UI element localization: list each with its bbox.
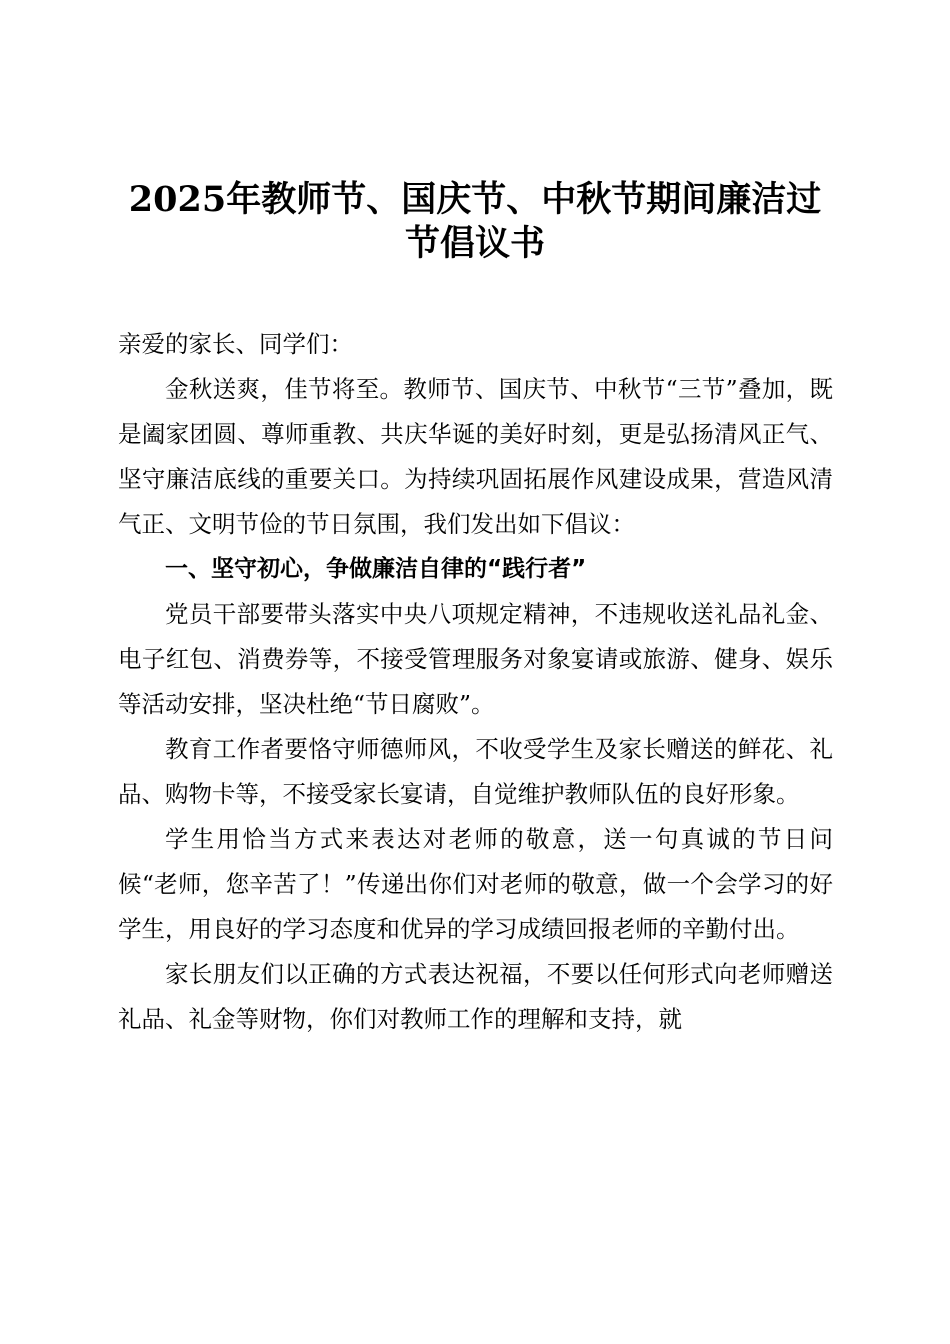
title-line-2: 节倡议书: [404, 223, 545, 264]
document-body: [118, 322, 833, 1042]
section-heading-1: 一、坚守初心，争做廉洁自律的“践行者”: [165, 556, 587, 582]
paragraph-students: 学生用恰当方式来表达对老师的敬意，送一句真诚的节日问候“老师，您辛苦了！”传递出你们对老师的敬意，做一个会学习的好学生，用良好的学习态度和优异的学习成绩回报老师的辛勤付出。: [118, 825, 833, 943]
intro-paragraph: 金秋送爽，佳节将至。教师节、国庆节、中秋节“三节”叠加，既是阖家团圆、尊师重教、共庆华诞的美好时刻，更是弘扬清风正气、坚守廉洁底线的重要关口。为持续巩固拓展作风建设成果，营造风清气正、文明节俭的节日氛围，我们发出如下倡议：: [118, 375, 833, 538]
document-title: [100, 178, 850, 266]
salutation: 亲爱的家长、同学们：: [118, 330, 353, 358]
title-line-1: 2025年教师节、国庆节、中秋节期间廉洁过: [128, 179, 822, 220]
paragraph-parents: 家长朋友们以正确的方式表达祝福，不要以任何形式向老师赠送礼品、礼金等财物，你们对教师工作的理解和支持，就: [118, 960, 833, 1033]
paragraph-party-members: 党员干部要带头落实中央八项规定精神，不违规收送礼品礼金、电子红包、消费券等，不接受管理服务对象宴请或旅游、健身、娱乐等活动安排，坚决杜绝“节日腐败”。: [118, 600, 833, 718]
paragraph-educators: 教育工作者要恪守师德师风，不收受学生及家长赠送的鲜花、礼品、购物卡等，不接受家长宴请，自觉维护教师队伍的良好形象。: [118, 735, 833, 808]
